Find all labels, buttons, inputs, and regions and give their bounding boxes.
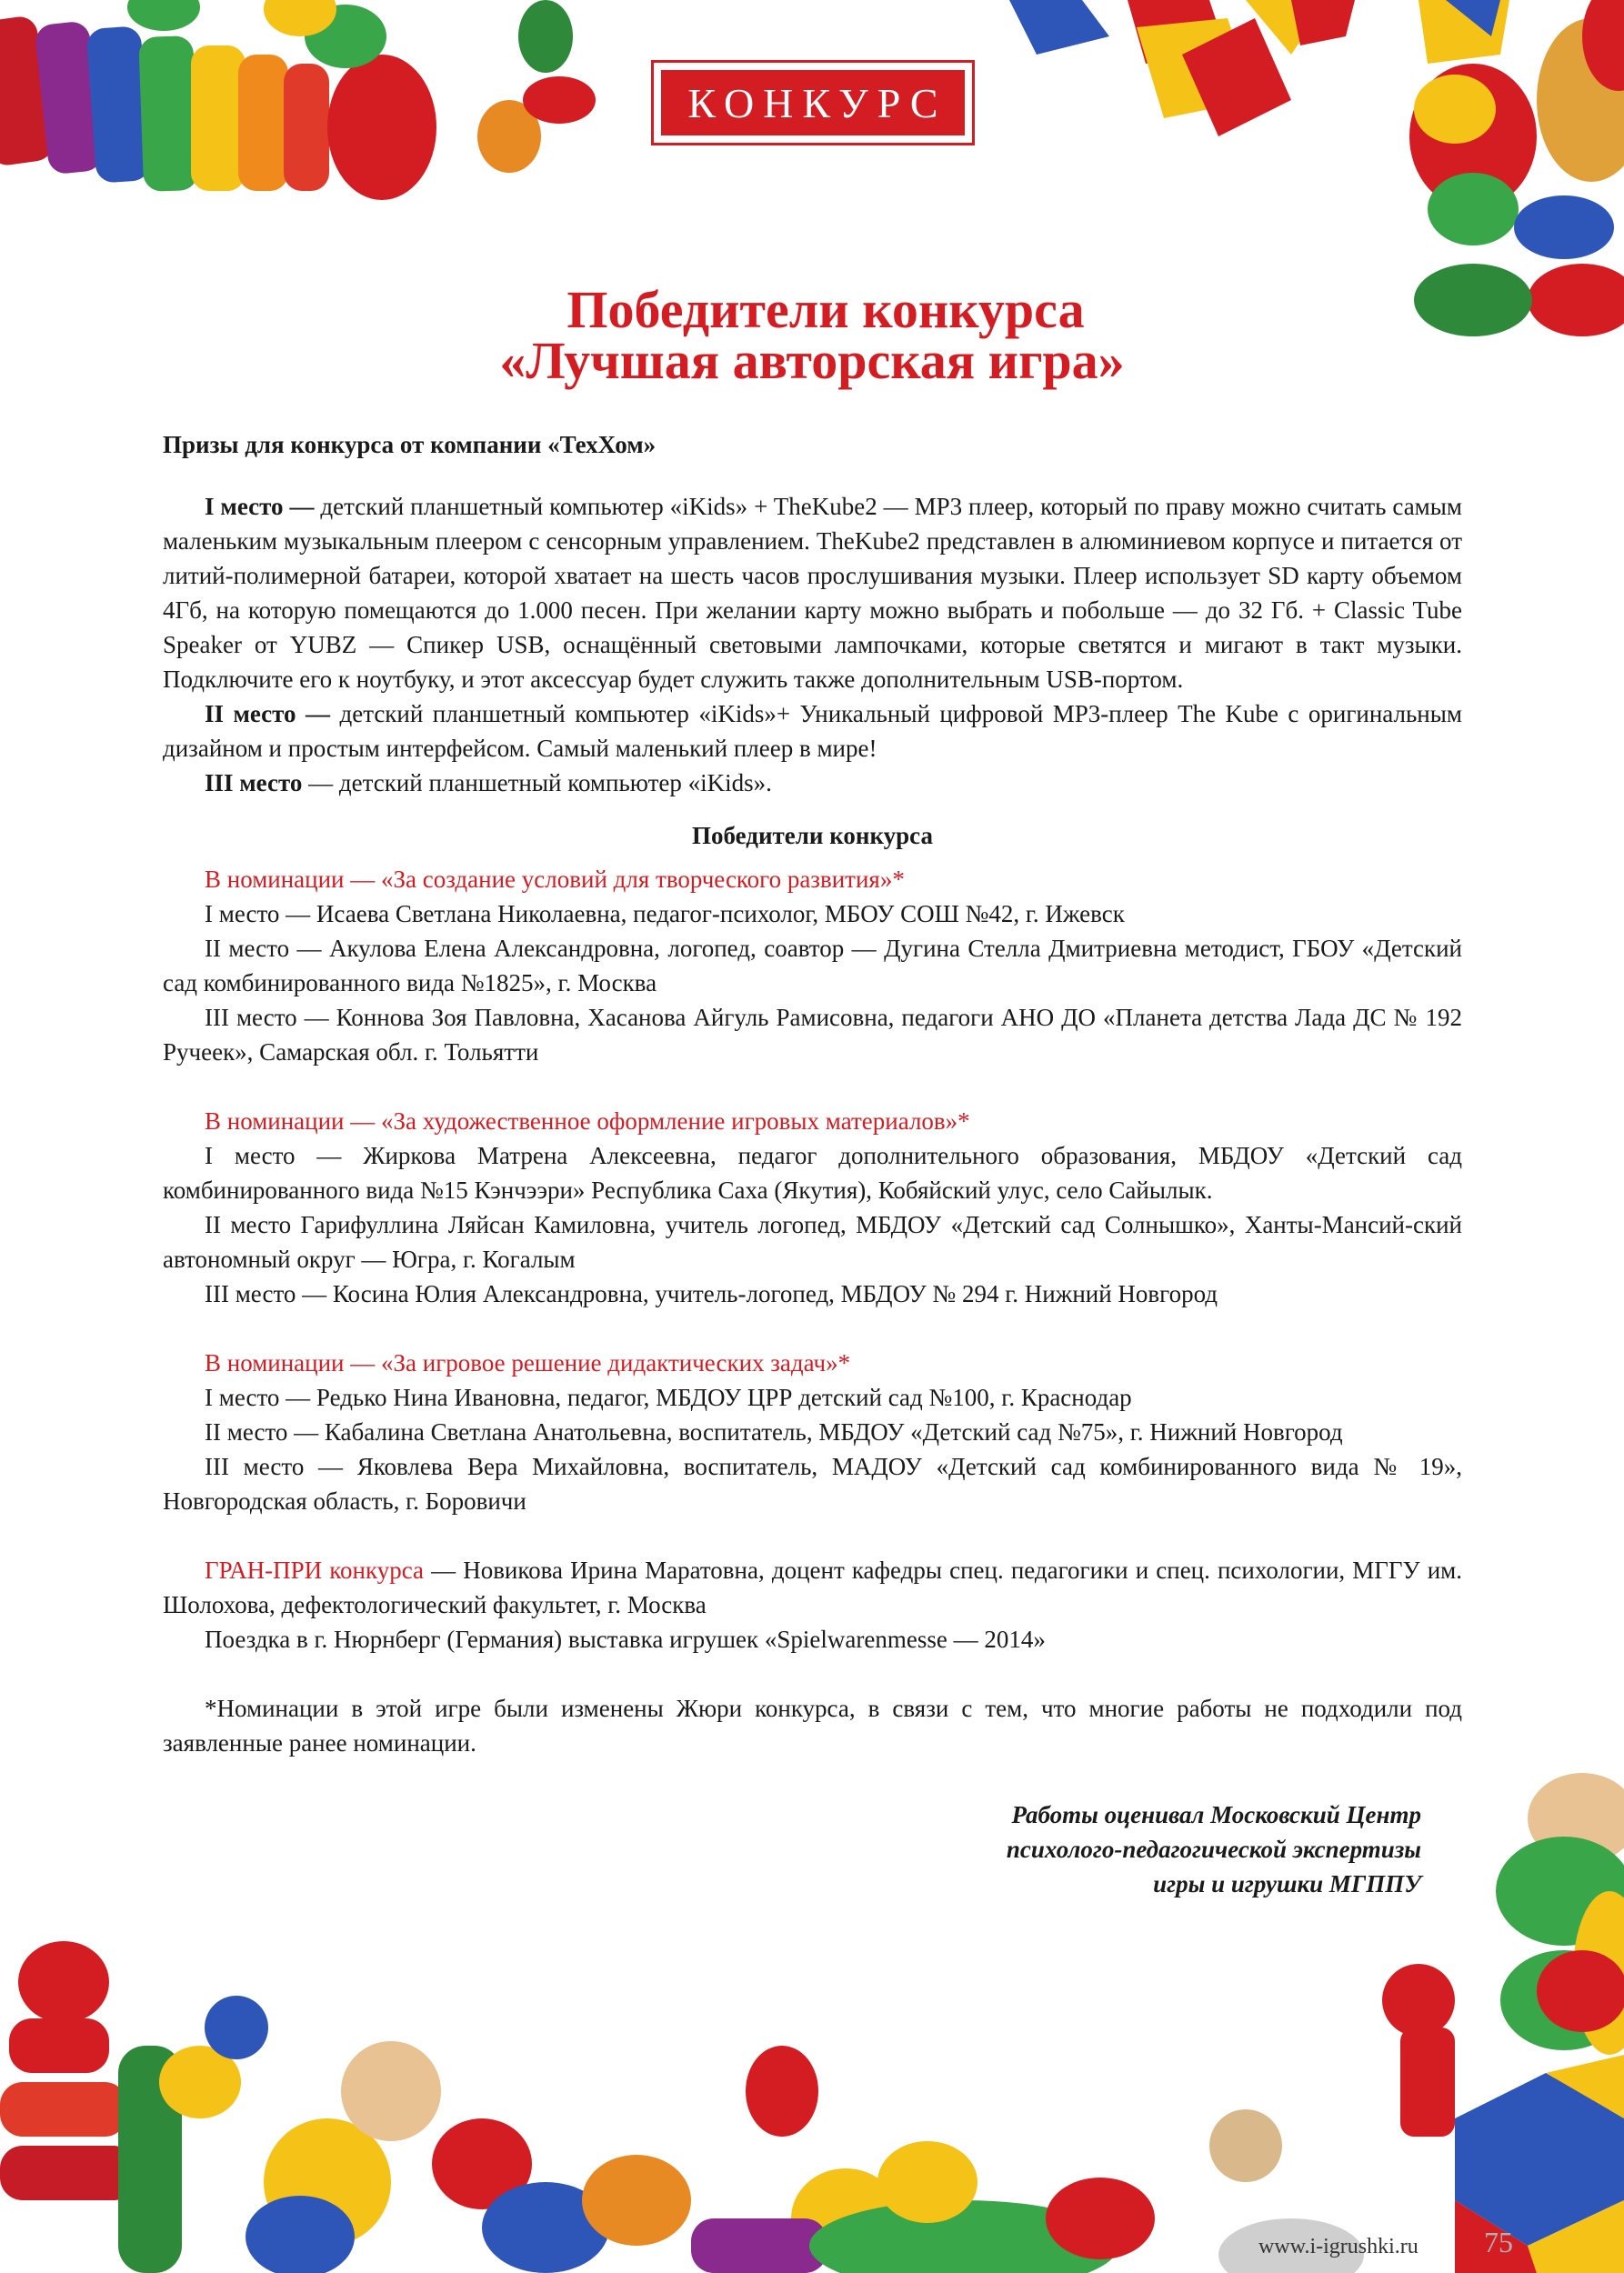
winners-heading: Победители конкурса [692, 822, 933, 849]
grand-prix-text: — Новикова Ирина Маратовна, доцент кафедры спец. педагогики и спец. психологии, МГГУ им. Шолохова, дефектологический факультет, г. Москва [163, 1557, 1462, 1618]
prize-first-text: детский планшетный компьютер «iKids» + TheKube2 — MP3 плеер, который по праву можно считать самым маленьким музыкальным плеером с сенсорным управлением. TheKube2 представлен в алюминиевом корпусе и питается от литий-полимерной батареи, которой хватает на шесть часов прослушивания музыки. Плеер использует SD карту объемом 4Гб, на которую помещаются до 1.000 песен. При желании карту можно выбрать и побольше — до 32 Гб. + Classic Tube Speaker от YUBZ — Спикер USB, оснащённый световыми лампочками, которые светятся и мигают в такт музыки. Подключите его к ноутбуку, и этот аксессуар будет служить также дополнительным USB-портом. [163, 493, 1462, 693]
prize-second [163, 696, 1462, 766]
nomination2-title: В номинации — «За художественное оформление игровых материалов»* [205, 1107, 970, 1135]
prizes-heading: Призы для конкурса от компании «ТехХом» [163, 431, 657, 458]
section-badge [651, 60, 975, 145]
nomination3-place1: I место — Редько Нина Ивановна, педагог, МБДОУ ЦРР детский сад №100, г. Краснодар [205, 1384, 1132, 1411]
section-badge-label: КОНКУРС [661, 70, 965, 135]
prize-first [163, 489, 1462, 696]
grand-prix-label: ГРАН-ПРИ конкурса [205, 1557, 424, 1584]
prize-third [163, 766, 1462, 800]
nominations-note: *Номинации в этой игре были изменены Жюри конкурса, в связи с тем, что многие работы не подходили под заявленные ранее номинации. [163, 1695, 1462, 1757]
signature-line2: психолого-педагогической экспертизы [1006, 1836, 1421, 1863]
nomination1-title: В номинации — «За создание условий для творческого развития»* [205, 866, 905, 893]
footer-website: www.i-igrushki.ru [1258, 2235, 1418, 2258]
signature-line1: Работы оценивал Московский Центр [1011, 1801, 1421, 1828]
nomination2-place2: II место Гарифуллина Ляйсан Камиловна, учитель логопед, МБДОУ «Детский сад Солнышко», Ханты-Мансий-ский автономный округ — Югра, г. Когалым [163, 1211, 1462, 1273]
signature-line3: игры и игрушки МГППУ [1153, 1870, 1421, 1898]
rainbow-rings-toy [0, 0, 596, 200]
nomination3-title: В номинации — «За игровое решение дидактических задач»* [205, 1349, 851, 1377]
evaluator-signature [1007, 1797, 1421, 1901]
prize-third-label: III место [205, 769, 303, 796]
article-body [163, 427, 1462, 1760]
nomination1-place2: II место — Акулова Елена Александровна, логопед, соавтор — Дугина Стелла Дмитриевна методист, ГБОУ «Детский сад комбинированного вида №1825», г. Москва [163, 935, 1462, 996]
prize-second-text: детский планшетный компьютер «iKids»+ Уникальный цифровой MP3-плеер The Kube с оригинальным дизайном и простым интерфейсом. Самый маленький плеер в мире! [163, 700, 1462, 762]
page-title-line2: «Лучшая авторская игра» [499, 331, 1125, 390]
nomination3-place2: II место — Кабалина Светлана Анатольевна, воспитатель, МБДОУ «Детский сад №75», г. Нижний Новгород [205, 1418, 1343, 1446]
nomination2-place3: III место — Косина Юлия Александровна, учитель-логопед, МБДОУ № 294 г. Нижний Новгород [205, 1280, 1218, 1307]
nomination3-place3: III место — Яковлева Вера Михайловна, воспитатель, МАДОУ «Детский сад комбинированного вида № 19», Новгородская область, г. Боровичи [163, 1453, 1462, 1515]
prize-second-label: II место — [205, 700, 331, 727]
prize-first-label: I место — [205, 493, 315, 520]
prize-third-text: — детский планшетный компьютер «iKids». [302, 769, 772, 796]
page-title-line1: Победители конкурса [566, 280, 1085, 339]
grand-prix [163, 1553, 1462, 1622]
nomination1-place1: I место — Исаева Светлана Николаевна, педагог-психолог, МБОУ СОШ №42, г. Ижевск [205, 900, 1125, 927]
page-number: 75 [1484, 2226, 1513, 2258]
bottom-toys-illustration [0, 1941, 1624, 2273]
nomination2-place1: I место — Жиркова Матрена Алексеевна, педагог дополнительного образования, МБДОУ «Детский сад комбинированного вида №15 Кэнчээри» Республика Саха (Якутия), Кобяйский улус, село Сайылык. [163, 1142, 1462, 1204]
grand-prix-trip: Поездка в г. Нюрнберг (Германия) выставка игрушек «Spielwarenmesse — 2014» [205, 1626, 1046, 1653]
nomination1-place3: III место — Коннова Зоя Павловна, Хасанова Айгуль Рамисовна, педагоги АНО ДО «Планета детства Лада ДС № 192 Ручеек», Самарская обл. г. Тольятти [163, 1004, 1462, 1066]
